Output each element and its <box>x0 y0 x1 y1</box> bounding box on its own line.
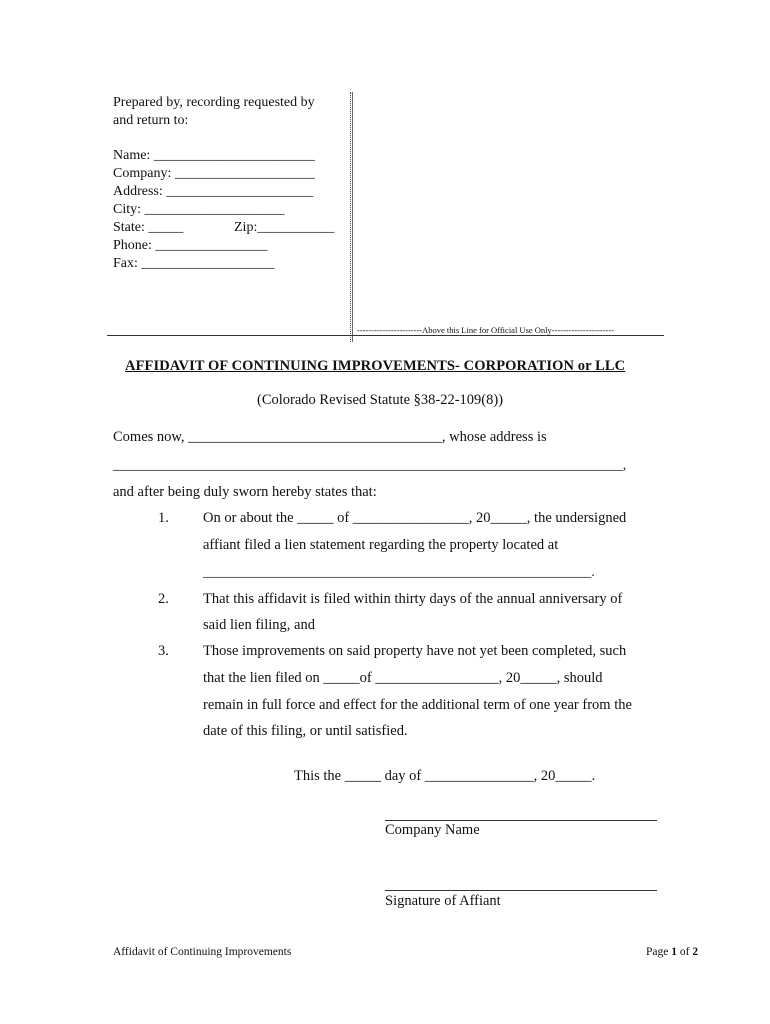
sworn-statement: and after being duly sworn hereby states that: <box>113 484 377 500</box>
item-3-line2[interactable]: that the lien filed on _____of _________________, 20_____, should <box>203 670 603 686</box>
item-3-line3: remain in full force and effect for the additional term of one year from the <box>203 697 632 713</box>
phone-field[interactable]: Phone: ________________ <box>113 238 268 253</box>
page-indicator <box>646 946 698 958</box>
page-total: 2 <box>692 946 699 958</box>
city-field[interactable]: City: ____________________ <box>113 202 285 217</box>
official-use-rule <box>107 335 664 336</box>
item-2-line2: said lien filing, and <box>203 617 315 633</box>
official-use-line: -----------------------Above this Line for Official Use Only---------------------- <box>357 325 615 335</box>
item-number: 1. <box>158 510 169 526</box>
item-2-line1: That this affidavit is filed within thirty days of the annual anniversary of <box>203 591 623 607</box>
signature-rule[interactable] <box>385 890 657 891</box>
page-word: Page <box>646 946 669 958</box>
page-number: 1 <box>671 946 677 958</box>
item-1-line1[interactable]: On or about the _____ of ________________, 20_____, the undersigned <box>203 510 627 526</box>
item-number: 2. <box>158 591 169 607</box>
address-field[interactable]: Address: _____________________ <box>113 184 314 199</box>
company-field[interactable]: Company: ____________________ <box>113 166 315 181</box>
recording-divider-solid <box>352 92 354 342</box>
prepared-by-line2: and return to: <box>113 113 189 128</box>
statute-reference: (Colorado Revised Statute §38-22-109(8)) <box>257 392 504 408</box>
signature-label: Signature of Affiant <box>385 893 501 909</box>
this-the-date-line[interactable]: This the _____ day of _______________, 20_____. <box>294 768 596 784</box>
state-field[interactable]: State: _____ <box>113 220 184 235</box>
company-name-rule[interactable] <box>385 820 657 821</box>
item-number: 3. <box>158 643 169 659</box>
comes-now-line[interactable]: Comes now, ___________________________________, whose address is <box>113 429 547 445</box>
name-field[interactable]: Name: _______________________ <box>113 148 315 163</box>
company-name-label: Company Name <box>385 822 480 838</box>
zip-field[interactable]: Zip:___________ <box>234 220 335 235</box>
item-3-line1: Those improvements on said property have not yet been completed, such <box>203 643 627 659</box>
footer-title: Affidavit of Continuing Improvements <box>113 946 292 958</box>
fax-field[interactable]: Fax: ___________________ <box>113 256 275 271</box>
item-1-line2: affiant filed a lien statement regarding the property located at <box>203 537 559 553</box>
document-title: AFFIDAVIT OF CONTINUING IMPROVEMENTS- CORPORATION or LLC <box>125 358 626 374</box>
prepared-by-line1: Prepared by, recording requested by <box>113 95 315 110</box>
item-3-line4: date of this filing, or until satisfied. <box>203 723 408 739</box>
item-1-property-blank[interactable]: __________________________________________________________. <box>203 564 595 579</box>
address-blank-line[interactable]: ___________________________________________________________________________, <box>113 457 627 472</box>
of-word: of <box>679 946 690 958</box>
